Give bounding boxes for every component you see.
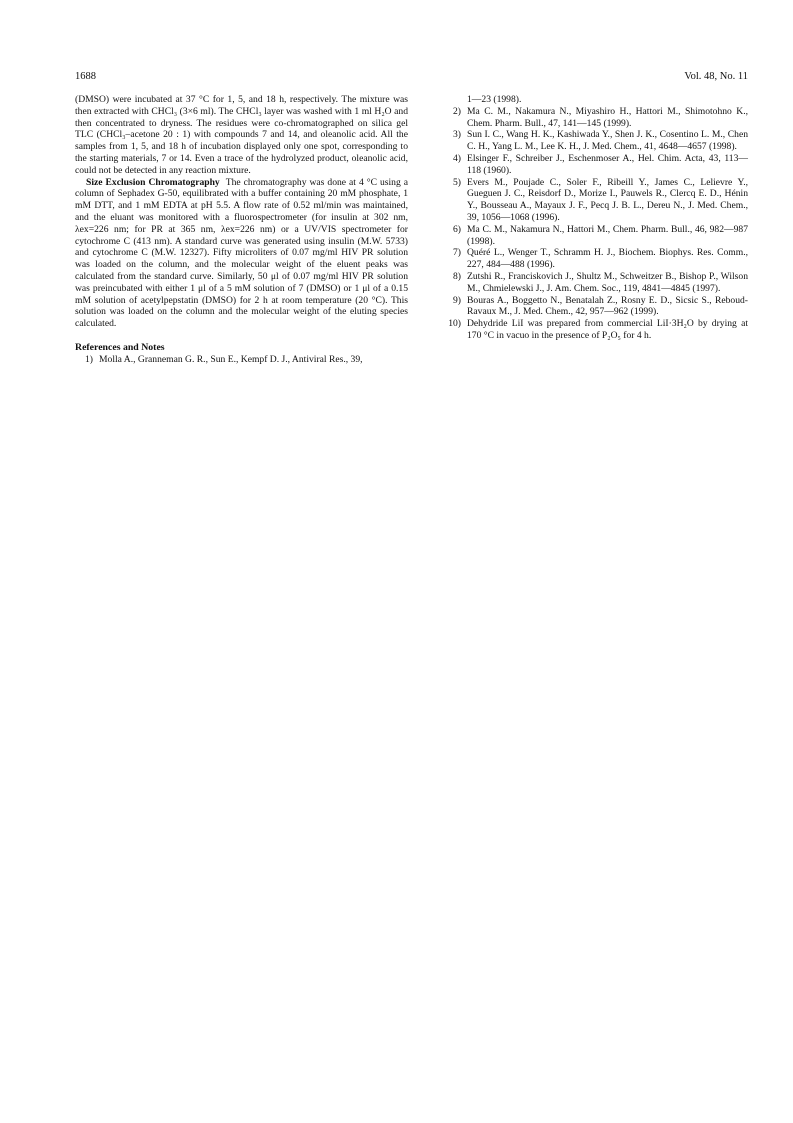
left-column: [75, 94, 408, 366]
reference-item: [443, 247, 748, 271]
reference-number: 1): [85, 353, 93, 365]
reference-item: [443, 106, 748, 130]
reference-list: [443, 106, 748, 342]
paragraph-size-exclusion: [75, 177, 408, 330]
reference-text: Sun I. C., Wang H. K., Kashiwada Y., Shen J. K., Cosentino L. M., Chen C. H., Yang L. M., Lee K. H., J. Med. Chem., 41, 4648—4657 (1998).: [467, 129, 748, 153]
reference-number: 5): [453, 176, 461, 188]
reference-item: [443, 129, 748, 153]
reference-number: 3): [453, 129, 461, 141]
reference-text: Bouras A., Boggetto N., Benatalah Z., Rosny E. D., Sicsic S., Reboud-Ravaux M., J. Med. Chem., 42, 957—962 (1999).: [467, 294, 748, 318]
reference-text: Evers M., Poujade C., Soler F., Ribeill Y., James C., Lelievre Y., Gueguen J. C., Reisdorf D., Morize I., Pauwels R., Clercq E. D., Hénin Y., Bousseau A., Mayaux J. F., Pecq J. B. L., Dereu N., J. Med. Chem., 39, 1056—1068 (1996).: [467, 176, 748, 223]
paragraph-incubation: (DMSO) were incubated at 37 °C for 1, 5, and 18 h, respectively. The mixture was then extracted with CHCl₃ (3×6 ml). The CHCl₃ layer was washed with 1 ml H₂O and then concentrated to dryness. The residues were co-chromatographed on silica gel TLC (CHCl₃–acetone 20 : 1) with compounds 7 and 14, and oleanolic acid. All the samples from 1, 5, and 18 h of incubation displayed only one spot, corresponding to the starting materials, 7 or 14. Even a trace of the hydrolyzed product, oleanolic acid, could not be detected in any reaction mixture.: [75, 94, 408, 176]
reference-item: [443, 295, 748, 319]
reference-item: [443, 224, 748, 248]
reference-text: Dehydride LiI was prepared from commercial LiI·3H₂O by drying at 170 °C in vacuo in the presence of P₂O₅ for 4 h.: [467, 318, 748, 341]
reference-number: 10): [448, 318, 461, 330]
reference-number: 2): [453, 105, 461, 117]
right-column: [443, 94, 748, 342]
reference-item: [443, 177, 748, 224]
reference-text: Ma C. M., Nakamura N., Hattori M., Chem. Pharm. Bull., 46, 982—987 (1998).: [467, 223, 748, 247]
reference-text: Molla A., Granneman G. R., Sun E., Kempf D. J., Antiviral Res., 39,: [99, 353, 363, 365]
reference-text: Zutshi R., Franciskovich J., Shultz M., Schweitzer B., Bishop P., Wilson M., Chmielewski J., J. Am. Chem. Soc., 119, 4841—4845 (1997).: [467, 270, 748, 294]
reference-item: [443, 318, 748, 342]
references-heading: References and Notes: [75, 341, 165, 353]
reference-text: Quéré L., Wenger T., Schramm H. J., Biochem. Biophys. Res. Comm., 227, 484—488 (1996).: [467, 247, 748, 271]
reference-item: [75, 354, 408, 366]
reference-number: 9): [453, 294, 461, 306]
section-title: Size Exclusion Chromatography: [86, 176, 220, 188]
reference-number: 7): [453, 247, 461, 259]
reference-number: 4): [453, 152, 461, 164]
reference-continuation: 1—23 (1998).: [467, 94, 522, 105]
reference-number: 6): [453, 223, 461, 235]
reference-text: Elsinger F., Schreiber J., Eschenmoser A., Hel. Chim. Acta, 43, 113—118 (1960).: [467, 152, 748, 176]
section-text: The chromatography was done at 4 °C using a column of Sephadex G-50, equilibrated with a buffer containing 20 mM phosphate, 1 mM DTT, and 1 mM EDTA at pH 5.5. A flow rate of 0.52 ml/min was maintained, and the eluant was monitored with a fluorospectrometer (for insulin at 302 nm, λex=226 nm; for PR at 365 nm, λex=226 nm) or a UV/VIS spectrometer for cytochrome C (413 nm). A standard curve was generated using insulin (M.W. 5733) and cytochrome C (M.W. 12327). Fifty microliters of 0.07 mg/ml HIV PR solution was loaded on the column, and the molecular weight of the eluent peaks was calculated from the standard curve. Similarly, 50 μl of 0.07 mg/ml HIV PR solution was preincubated with either 1 μl of a 5 mM solution of 7 (DMSO) or 1 μl of a 0.15 mM solution of acetylpepstatin (DMSO) for 2 h at room temperature (20 °C). This solution was loaded on the column and the molecular weight of the eluting species calculated.: [75, 176, 409, 330]
journal-volume: Vol. 48, No. 11: [684, 71, 748, 82]
page-number: 1688: [75, 71, 96, 82]
reference-item: [443, 153, 748, 177]
reference-number: 8): [453, 270, 461, 282]
reference-item: [443, 271, 748, 295]
reference-text: Ma C. M., Nakamura N., Miyashiro H., Hattori M., Shimotohno K., Chem. Pharm. Bull., 47, 141—145 (1999).: [467, 105, 748, 129]
